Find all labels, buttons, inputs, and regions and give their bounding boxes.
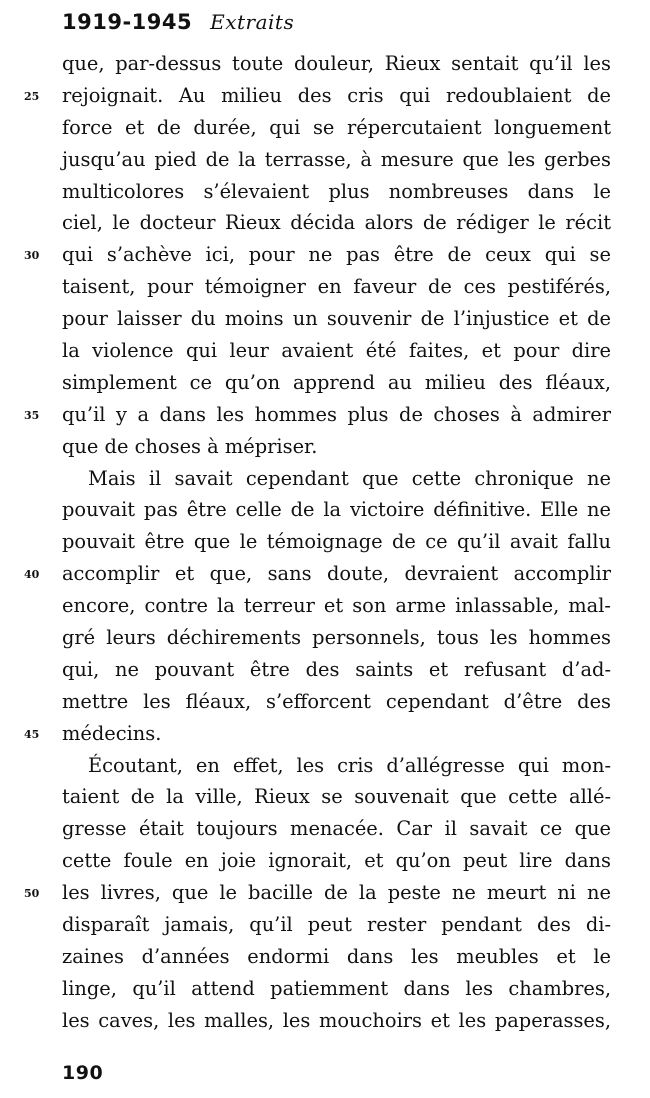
text-line-content: gresse était toujours menacée. Car il savait ce que <box>62 817 611 841</box>
text-line <box>62 112 611 144</box>
text-line-content: cette foule en joie ignorait, et qu’on peut lire dans <box>62 849 611 873</box>
text-line <box>62 207 611 239</box>
text-line <box>62 303 611 335</box>
text-line <box>62 144 611 176</box>
text-line <box>62 973 611 1005</box>
text-line-content: Écoutant, en effet, les cris d’allégresse qui mon- <box>88 753 611 777</box>
text-line <box>62 494 611 526</box>
text-line-content: disparaît jamais, qu’il peut rester pendant des di- <box>62 913 611 937</box>
text-line <box>62 941 611 973</box>
text-line-content: encore, contre la terreur et son arme inlassable, mal- <box>62 594 611 618</box>
text-line <box>62 686 611 718</box>
text-line <box>62 526 611 558</box>
text-line-content: la violence qui leur avaient été faites, et pour dire <box>62 339 611 363</box>
line-number: 35 <box>24 408 40 422</box>
text-line <box>24 399 611 431</box>
text-line <box>24 718 611 750</box>
header-section: Extraits <box>210 10 295 34</box>
text-line <box>62 909 611 941</box>
text-line-content: que, par-dessus toute douleur, Rieux sentait qu’il les <box>62 52 611 75</box>
text-line-content: mettre les fléaux, s’efforcent cependant d’être des <box>62 689 611 713</box>
text-line-content: médecins. <box>62 721 162 745</box>
text-line <box>62 367 611 399</box>
text-line <box>62 176 611 208</box>
text-line-content: taient de la ville, Rieux se souvenait que cette allé- <box>62 785 611 809</box>
text-line <box>62 431 611 463</box>
line-number: 25 <box>24 89 40 103</box>
text-line <box>62 48 611 80</box>
text-line <box>62 845 611 877</box>
text-line-content: zaines d’années endormi dans les meubles et le <box>62 944 611 968</box>
text-line-content: rejoignait. Au milieu des cris qui redoublaient de <box>62 83 611 107</box>
header-period: 1919-1945 <box>62 10 193 34</box>
text-line-content: pour laisser du moins un souvenir de l’injustice et de <box>62 307 611 331</box>
text-line <box>62 654 611 686</box>
text-line <box>62 750 611 782</box>
text-line <box>62 335 611 367</box>
text-line-content: gré leurs déchirements personnels, tous les hommes <box>62 626 611 650</box>
line-number: 30 <box>24 249 40 263</box>
running-header <box>62 10 294 40</box>
text-line-content: qu’il y a dans les hommes plus de choses à admirer <box>62 402 611 426</box>
text-line-content: accomplir et que, sans doute, devraient accomplir <box>62 562 611 586</box>
text-line <box>24 80 611 112</box>
text-line <box>24 558 611 590</box>
text-line <box>24 239 611 271</box>
text-line-content: multicolores s’élevaient plus nombreuses dans le <box>62 179 611 203</box>
text-line <box>62 622 611 654</box>
text-line-content: pouvait pas être celle de la victoire définitive. Elle ne <box>62 498 611 522</box>
text-line-content: les livres, que le bacille de la peste ne meurt ni ne <box>62 881 611 905</box>
text-line <box>62 590 611 622</box>
text-line <box>62 463 611 495</box>
text-line-content: simplement ce qu’on apprend au milieu des fléaux, <box>62 370 611 394</box>
text-line-content: ciel, le docteur Rieux décida alors de rédiger le récit <box>62 211 611 235</box>
line-number: 50 <box>24 887 40 901</box>
text-line-content: qui s’achève ici, pour ne pas être de ceux qui se <box>62 243 611 267</box>
page-number: 190 <box>62 1062 104 1084</box>
text-line-content: qui, ne pouvant être des saints et refusant d’ad- <box>62 657 611 681</box>
text-line-content: taisent, pour témoigner en faveur de ces pestiférés, <box>62 275 611 299</box>
body-text <box>24 48 611 1037</box>
text-line-content: Mais il savait cependant que cette chronique ne <box>88 466 611 490</box>
text-line-content: jusqu’au pied de la terrasse, à mesure que les gerbes <box>62 147 611 171</box>
text-line <box>62 813 611 845</box>
text-line <box>62 271 611 303</box>
text-line <box>24 877 611 909</box>
line-number: 40 <box>24 568 40 582</box>
text-line-content: pouvait être que le témoignage de ce qu’il avait fallu <box>62 530 611 554</box>
line-number: 45 <box>24 727 40 741</box>
text-line-content: force et de durée, qui se répercutaient longuement <box>62 115 611 139</box>
text-line <box>62 1005 611 1037</box>
text-line-content: que de choses à mépriser. <box>62 434 318 458</box>
text-line-content: les caves, les malles, les mouchoirs et les paperasses, <box>62 1008 611 1032</box>
text-line-content: linge, qu’il attend patiemment dans les chambres, <box>62 976 611 1000</box>
text-line <box>62 781 611 813</box>
